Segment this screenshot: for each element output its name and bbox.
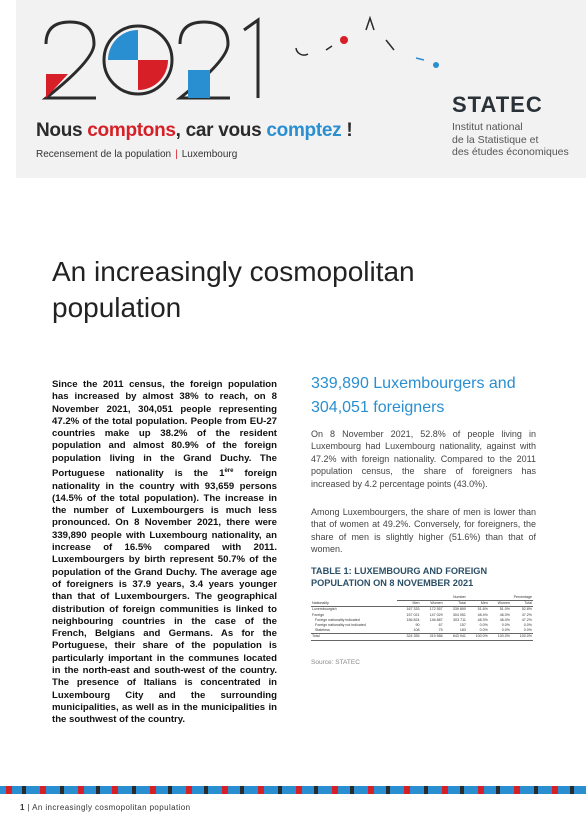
logo-2021 (38, 14, 278, 104)
table-row: Luxembourgish 167 333 172 557 339 890 51.6% 51.0% 52.8% (312, 607, 532, 612)
footer-title: An increasingly cosmopolitan population (32, 803, 191, 812)
tagline-blue: comptez (266, 120, 342, 141)
table-title: TABLE 1: LUXEMBOURG AND FOREIGN POPULATION ON 8 NOVEMBER 2021 (311, 566, 488, 588)
census-subtitle: Recensement de la population | Luxembourg (36, 149, 238, 160)
tagline-red: comptons (87, 120, 176, 141)
report-header (16, 0, 586, 178)
table-header-row: Nationality Men Women Total Men Women Total (312, 600, 532, 606)
campaign-tagline: Nous comptons, car vous comptez ! (36, 120, 353, 141)
table-source: Source: STATEC (311, 659, 360, 666)
table-row: Foreign nationality not indicated 90 67 157 0.0% 0.0% 0.0% (315, 623, 532, 628)
body-paragraph-1: On 8 November 2021, 52.8% of people living in Luxembourg had Luxembourg nationality, against with 47.2% with foreign nationality. Compared to the 2011 population census, the share of foreigners has increased by 4.2 percentage points (43.0%). (311, 429, 536, 489)
page-title: An increasingly cosmopolitan population (52, 256, 415, 323)
statec-logo: STATEC (452, 92, 543, 117)
footer-color-stripe (0, 786, 586, 794)
table-row: Stateless 108 75 183 0.0% 0.0% 0.0% (315, 628, 532, 633)
page-number: 1 (20, 803, 25, 812)
table-row: Foreign nationality indicated 156 824 146 887 303 711 48.3% 46.0% 47.2% (315, 617, 532, 622)
body-paragraph-2: Among Luxembourgers, the share of men is lower than that of women at 49.2%. Conversely, for foreigners, the share of men is slightly higher (51.6%) than that of women. (311, 507, 536, 555)
table-row: Foreign 157 021 147 029 304 051 48.4% 46.0% 47.2% (312, 612, 532, 617)
population-table (311, 595, 533, 641)
section-heading: 339,890 Luxembourgers and 304,051 foreigners (311, 375, 516, 416)
decorative-shapes (286, 10, 586, 90)
institute-name: Institut national de la Statistique et des études économiques (452, 121, 569, 158)
table-group-header: Number Percentage (311, 595, 533, 601)
table-total-row: Total 324 355 319 586 643 941 100.0% 100.0% 100.0% (312, 634, 532, 639)
lead-paragraph: Since the 2011 census, the foreign population has increased by almost 38% to reach, on 8 November 2021, 304,051 people representing 47.2% of the total population. People from EU-27 countries make up 38.2% of the resident population and almost 80.9% of the foreign population living in the Grand Duchy. The Portuguese nationality is the 1ère foreign nationality in the country with 93,659 persons (14.5% of the total population). The increase in the number of Luxembourgers is much less pronounced. On 8 November 2021, there were 339,890 people with Luxembourg nationality, an increase of 16.5% compared with 2011. Luxembourgers by birth represent 50.7% of the population of the Grand Duchy. The average age of foreigners is 37.9 years, 3.4 years younger than that of Luxembourgers. The geographical distribution of foreign communities is linked to neighbouring countries in the case of the French, Belgians and Germans. As for the Portuguese, their share of the population is particularly important in the communes located in the north-east and south-west of the country. The presence of Italians is concentrated in Luxembourg City and the surrounding municipalities, as well as in the municipalities in the southwest of the country. (52, 379, 277, 726)
page-footer: 1 | An increasingly cosmopolitan population (20, 803, 191, 812)
